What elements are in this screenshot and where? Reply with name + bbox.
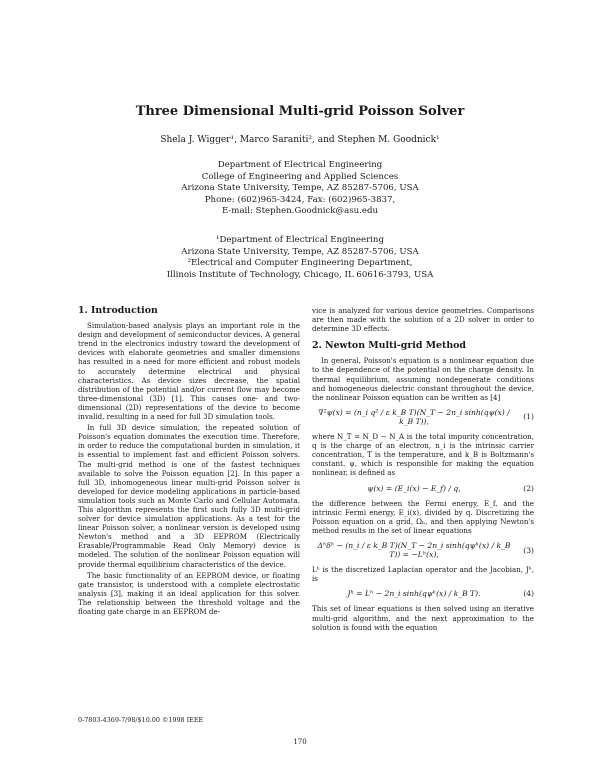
section-number: 1. [78,305,88,316]
affiliation-line: ²Electrical and Computer Engineering Department, [187,258,413,268]
paragraph: This set of linear equations is then solved using an iterative multi-grid algorithm, and the next approximation to the solution is found with the equation [312,604,534,632]
equation-2 [312,484,534,493]
equation-body: Δʰδʰ − (n_i / ε k_B T)(N_T − 2n_i sinh(qψʰ(x) / k_B T)) = −Lʰ(x), [317,540,511,560]
paper-title: Three Dimensional Multi-grid Poisson Solver [135,104,465,119]
affiliation-line: Phone: (602)965-3424, Fax: (602)965-3837, [204,194,396,205]
equation-body: ∇²ψ(x) = (n_i q² / ε k_B T)(N_T − 2n_i sinh(qψ(x) / k_B T)), [318,407,510,426]
affiliation-block-1 [0,160,600,218]
paragraph: the difference between the Fermi energy, E_f, and the intrinsic Fermi energy, E_i(x), divided by q. Discretizing the Poisson equation on a grid, Ωₕ, and then applying Newton's method results in the set of linear equations [312,498,534,535]
equation-1 [312,408,534,426]
affiliation-block-2 [0,235,600,281]
right-column [312,306,534,632]
copyright-footnote: 0-7803-4369-7/98/$10.00 ©1998 IEEE [78,716,204,724]
section-title: Introduction [91,305,158,316]
affiliation-line: Arizona State University, Tempe, AZ 85287-5706, USA [181,183,419,193]
paragraph: Lʰ is the discretized Laplacian operator and the Jacobian, Jʰ, is [312,565,534,584]
equation-number: (3) [523,545,534,555]
paragraph: where N_T = N_D − N_A is the total impurity concentration, q is the charge of an electron, n_i is the intrinsic carrier concentration, T is the temperature, and k_B is Boltzmann's constant. ψ, which is responsible for making the equation nonlinear, is defined as [312,432,534,478]
affiliation-line: Illinois Institute of Technology, Chicago, IL 60616-3793, USA [166,269,434,280]
section-number: 2. [312,340,322,352]
equation-number: (1) [523,412,534,422]
section-heading-newton-multigrid [312,341,534,350]
equation-body: ψ(x) = (E_i(x) − E_f) / q, [367,483,461,493]
equation-number: (2) [523,483,534,493]
paragraph: Simulation-based analysis plays an important role in the design and development of semiconductor devices. A general trend in the electronics industry toward the development of devices with elaborate geometries and smaller dimensions has resulted in a need for more efficient and robust models to accurately determine electrical and physical characteristics. As device sizes decrease, the spatial distribution of the potential and/or current flow may become three-dimensional (3D) [1]. This causes one- and two-dimensional (2D) representations of the device to become invalid, resulting in a need for full 3D simulation tools. [78,321,300,422]
paragraph: The basic functionality of an EEPROM device, or floating gate transistor, is understood with a complete electrostatic analysis [3], making it an ideal application for this solver. The relationship between the threshold voltage and the floating gate charge in an EEPROM de- [78,570,300,616]
paragraph: In general, Poisson's equation is a nonlinear equation due to the dependence of the potential on the charge density. In thermal equilibrium, assuming nondegenerate conditions and homogeneous dielectric constant throughout the device, the nonlinear Poisson equation can be written as [4] [312,356,534,402]
affiliation-line: College of Engineering and Applied Sciences [201,171,399,182]
affiliation-line: E-mail: Stephen.Goodnick@asu.edu [221,206,379,216]
equation-body: Jʰ = Lʰ − 2n_i sinh(qψʰ(x) / k_B T). [347,589,481,599]
equation-4 [312,589,534,598]
author-list: Shela J. Wigger¹, Marco Saraniti², and Stephen M. Goodnick¹ [160,135,440,145]
paragraph-continuation: vice is analyzed for various device geometries. Comparisons are then made with the solution of a 2D solver in order to determine 3D effects. [312,306,534,334]
left-column [78,306,300,616]
equation-number: (4) [523,589,534,599]
paragraph: In full 3D device simulation, the repeated solution of Poisson's equation dominates the execution time. Therefore, in order to reduce the computational burden in simulation, it is essential to implement fast and efficient Poisson solvers. The multi-grid method is one of the fastest techniques available to solve the Poisson equation [2]. In this paper a full 3D, inhomogeneous linear multi-grid Poisson solver is developed for device modeling applications in particle-based simulation tools such as Monte Carlo and Cellular Automata. This algorithm represents the first such fully 3D multi-grid solver for device simulation applications. As a test for the linear Poisson solver, a nonlinear version is developed using Newton's method and a 3D EEPROM (Electrically Erasable/Programmable Read Only Memory) device is modeled. The solution of the nonlinear Poisson equation will provide thermal equilibrium characteristics of the device. [78,423,300,569]
section-title: Newton Multi-grid Method [325,340,466,352]
affiliation-line: ¹Department of Electrical Engineering [216,235,384,245]
affiliation-line: Arizona State University, Tempe, AZ 85287-5706, USA [181,246,419,257]
affiliation-line: Department of Electrical Engineering [217,160,383,170]
page-number: 170 [293,738,307,746]
equation-3 [312,541,534,559]
section-heading-introduction [78,306,300,315]
